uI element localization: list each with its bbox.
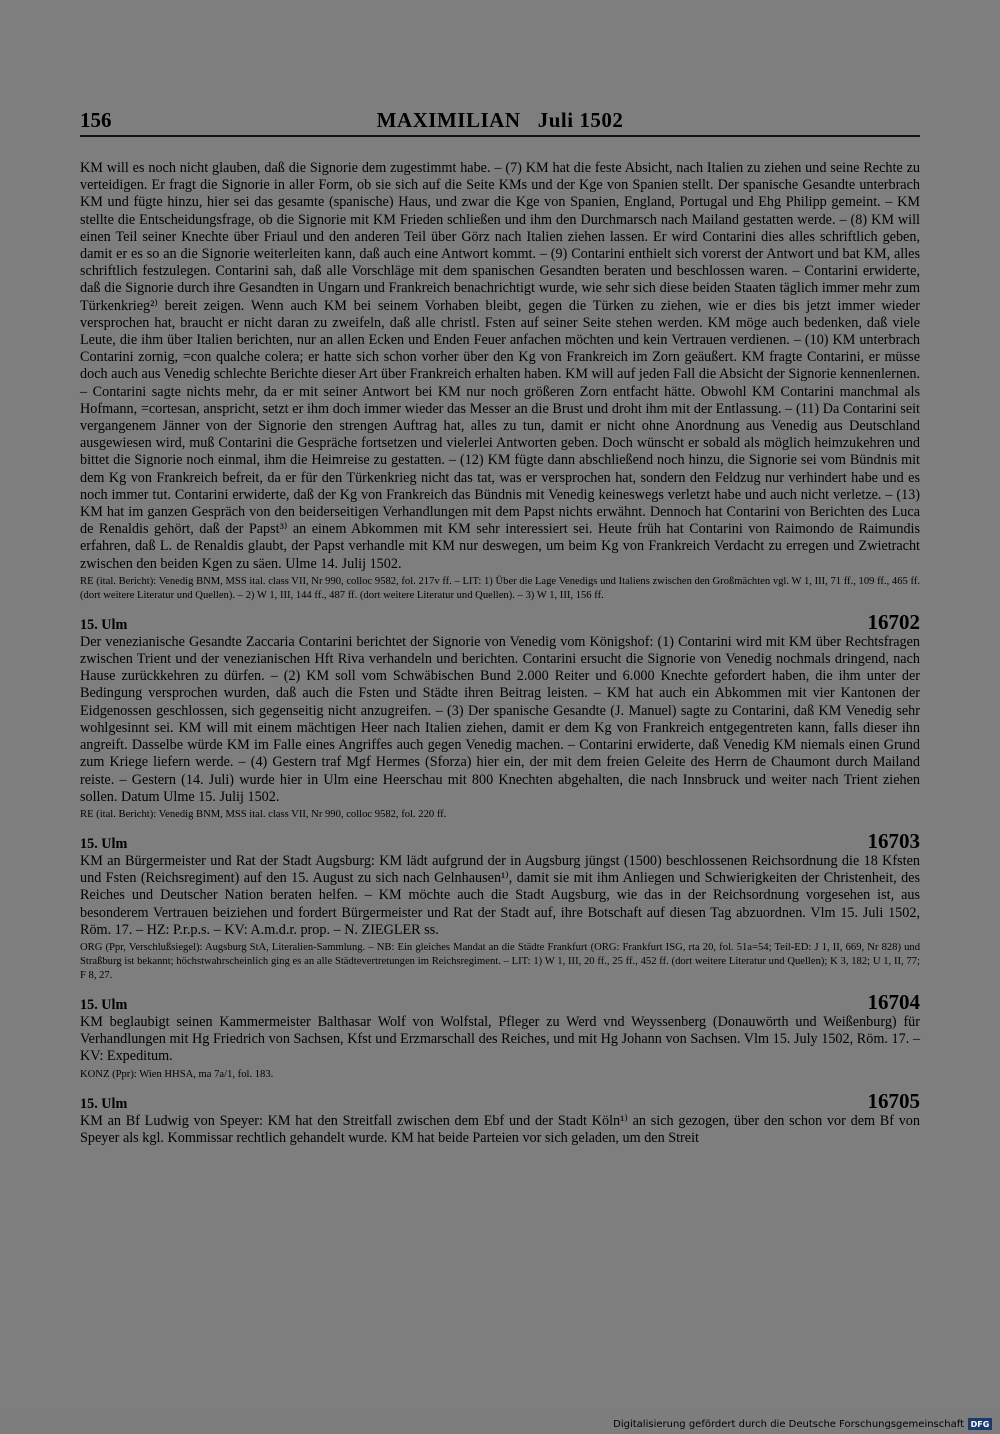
dfg-logo-icon[interactable]: DFG (968, 1418, 992, 1430)
entry-number: 16702 (867, 609, 920, 634)
entry-header (80, 828, 920, 853)
entry-header (80, 1088, 920, 1113)
continuation-text: KM will es noch nicht glauben, daß die Signorie dem zugestimmt habe. – (7) KM hat die feste Absicht, nach Italien zu ziehen und seine Rechte zu verteidigen. Er fragt die Signorie in aller Form, ob sie sich auf die Seite KMs und der Kge von Spanien stellt. Der spanische Gesandte unterbrach KM und fügte hinzu, hier sei das gesamte (spanische) Haus, und zwar die Kge von Spanien, England, Portugal und Ehg Philipp gemeint. – KM stellte die Entscheidungsfrage, ob die Signorie mit KM Frieden schließen und ihm den Durchmarsch nach Mailand gestatten werde. – (8) KM will einen Teil seiner Knechte über Friaul und den anderen Teil über Görz nach Italien ziehen lassen. Er wird Contarini dies alles schriftlich geben, damit er es so an die Signorie weiterleiten kann, daß auch eine Antwort kommt. – (9) Contarini enthielt sich vorerst der Antwort und bat KM, alles schriftlich festzulegen. Contarini sah, daß alle Vorschläge mit dem spanischen Gesandten beraten und beschlossen waren. – Contarini erwiderte, daß die Signorie durch ihre Gesandten in Ungarn und Frankreich benachrichtigt wurde, wie sehr sich diese beiden Staaten täglich immer mehr zum Türkenkrieg²⁾ bereit zeigen. Wenn auch KM bei seinem Vorhaben bleibt, gegen die Türken zu ziehen, wie er dies bis jetzt immer wieder versprochen hat, braucht er nicht daran zu zweifeln, daß alle christl. Fsten auf seiner Seite stehen werden. KM möge auch bedenken, daß viele Leute, die ihm über Italien berichten, nur an allen Ecken und Enden Feuer anfachen möchten und kein Vertrauen verdienen. – (10) KM unterbrach Contarini zornig, =con qualche colera; er hatte sich schon vorher über den Kg von Frankreich im Zorn geäußert. KM fragte Contarini, er müsse doch auch aus Venedig schlechte Berichte dieser Art über Frankreich erhalten haben. KM will auf jeden Fall die Absicht der Signorie kennenlernen. – Contarini sagte nichts mehr, da er mit seiner Antwort bei KM nur noch größeren Zorn entfacht hätte. Obwohl KM Contarini manchmal als Hofmann, =cortesan, anspricht, setzt er ihm doch immer wieder das Messer an die Brust und droht ihm mit der Entlassung. – (11) Da Contarini seit vergangenem Jänner von der Signorie den strengen Auftrag hat, alles zu tun, damit er nicht ohne Anordnung aus Venedig aus Deutschland ausgewiesen wird, muß Contarini die Gespräche fortsetzen und vielerlei Antworten geben. Doch wünscht er sobald als möglich heimzukehren und bittet die Signorie noch einmal, ihm die Heimreise zu gestatten. – (12) KM fügte dann abschließend noch hinzu, die Signorie sei vom Bündnis mit dem Kg von Frankreich befreit, da er für den Türkenkrieg nicht das tat, was er versprochen hat, sondern den Feldzug nur verhindert habe und es noch immer tut. Contarini erwiderte, daß der Kg von Frankreich das Bündnis mit Venedig keineswegs verletzt habe und auch nicht verletze. – (13) KM hat im ganzen Gespräch von den beiderseitigen Verhandlungen mit dem Papst nichts erwähnt. Dennoch hat Contarini von Berichten des Luca de Renaldis gehört, daß der Papst³⁾ an einem Abkommen mit KM sehr interessiert sei. Heute früh hat Contarini von Raimondo de Raimundis erfahren, daß L. de Renaldis glaubt, der Papst verhandle mit KM nur deswegen, um beim Kg von Frankreich Verdacht zu erregen und Zwietracht zwischen den beiden Kgen zu säen. Ulme 14. Julij 1502. (80, 160, 920, 572)
entry-source: ORG (Ppr, Verschlußsiegel): Augsburg StA, Literalien-Sammlung. – NB: Ein gleiches Mandat an die Städte Frankfurt (ORG: Frankfurt ISG, rta 20, fol. 51a=54; Teil-ED: J 1, II, 669, Nr 828) und Straßburg ist bekannt; höchstwahrscheinlich ging es an alle Städtevertretungen im Reichsregiment. – LIT: 1) W 1, III, 20 ff., 25 ff., 452 ff. (dort weitere Literatur und Quellen); K 3, 182; U 1, II, 77; F 8, 27. (80, 941, 920, 981)
entry-source: RE (ital. Bericht): Venedig BNM, MSS ital. class VII, Nr 990, colloc 9582, fol. 220 ff. (80, 808, 447, 820)
continuation-source: RE (ital. Bericht): Venedig BNM, MSS ital. class VII, Nr 990, colloc 9582, fol. 217v ff. – LIT: 1) Über die Lage Venedigs und Italiens zwischen den Großmächten vgl. W 1, III, 71 ff., 109 ff., 465 ff. (dort weitere Literatur und Quellen). – 2) W 1, III, 144 ff., 487 ff. (dort weitere Literatur und Quellen). – 3) W 1, III, 156 ff. (80, 575, 920, 601)
entry-text: Der venezianische Gesandte Zaccaria Contarini berichtet der Signorie von Venedig vom Königshof: (1) Contarini wird mit KM über Rechtsfragen zwischen Trient und der venezianischen Hft Riva verhandeln und berichten. Contarini ersucht die Signorie von Venedig nochmals dringend, nach Hause zurückkehren zu dürfen. – (2) KM soll vom Schwäbischen Bund 2.000 Reiter und 6.000 Knechte gefordert haben, die ihm unter der Bedingung versprochen wurden, daß auch die Fsten und Städte ihren Beitrag leisten. – KM hat auch ein Abkommen mit vier Kantonen der Eidgenossen geschlossen, sich gegenseitig nicht anzugreifen. – (3) Der spanische Gesandte (J. Manuel) sagte zu Contarini, daß KM Venedig sehr wohlgesinnt sei. KM will mit einem mächtigen Heer nach Italien ziehen, damit er dem Kg von Frankreich entgegentreten kann, falls dieser ihn angreift. Dasselbe würde KM im Falle eines Angriffes auch gegen Venedig machen. – Contarini erwiderte, daß Venedig KM niemals einen Grund zum Kriege liefern werde. – (4) Gestern traf Mgf Hermes (Sforza) hier ein, der mit dem freien Geleite des Herrn de Chaumont durch Mailand reiste. – Gestern (14. Juli) wurde hier in Ulm eine Heerschau mit 800 Knechten abgehalten, die nach Innsbruck und weiter nach Trient ziehen sollen. Datum Ulme 15. Julij 1502. (80, 633, 920, 805)
entry-date-place: 15. Ulm (80, 616, 128, 633)
entry-date-place: 15. Ulm (80, 996, 128, 1013)
digitization-footer (613, 1416, 992, 1432)
entry-text: KM an Bf Ludwig von Speyer: KM hat den Streitfall zwischen dem Ebf und der Stadt Köln¹⁾ an sich gezogen, über den schon vor dem Bf von Speyer als kgl. Kommissar rechtlich gehandelt wurde. KM hat beide Parteien vor sich geladen, um den Streit (80, 1112, 920, 1146)
document-body (80, 160, 920, 1147)
entry-16705 (80, 1088, 920, 1147)
entry-date-place: 15. Ulm (80, 835, 128, 852)
entry-header (80, 609, 920, 634)
entry-number: 16705 (867, 1088, 920, 1113)
entry-number: 16703 (867, 828, 920, 853)
running-title: MAXIMILIAN Juli 1502 (376, 108, 624, 132)
entry-text: KM beglaubigt seinen Kammermeister Balthasar Wolf von Wolfstal, Pfleger zu Werd vnd Weyssenberg (Donauwörth und Weißenburg) für Verhandlungen mit Hg Friedrich von Sachsen, Kfst und Erzmarschall des Reiches, und mit Hg Johann von Sachsen. Vlm 15. July 1502, Röm. 17. – KV: Expeditum. (80, 1013, 920, 1065)
header-rule (80, 135, 920, 137)
running-head (80, 108, 920, 138)
entry-date-place: 15. Ulm (80, 1095, 128, 1112)
entry-16703 (80, 828, 920, 983)
entry-16702 (80, 609, 920, 822)
page-number: 156 (80, 108, 112, 132)
entry-number: 16704 (867, 989, 920, 1014)
funding-notice: Digitalisierung gefördert durch die Deutsche Forschungsgemeinschaft (613, 1418, 964, 1430)
entry-text: KM an Bürgermeister und Rat der Stadt Augsburg: KM lädt aufgrund der in Augsburg jüngst (1500) beschlossenen Reichsordnung die 18 Kfsten und Fsten (Reichsregiment) auf den 15. August zu sich nach Gelnhausen¹⁾, damit sie mit ihm Anliegen und Schwierigkeiten der Christenheit, des Reiches und Deutscher Nation beraten helfen. – KM möchte auch die Stadt Augsburg, wie das in der Reichsordnung vorgesehen ist, aus besonderem Vertrauen beiziehen und fordert Bürgermeister und Rat der Stadt auf, ihre Botschaft auf diesen Tag abzuordnen. Vlm 15. Juli 1502, Röm. 17. – HZ: P.r.p.s. – KV: A.m.d.r. prop. – N. ZIEGLER ss. (80, 852, 920, 938)
entry-source: KONZ (Ppr): Wien HHSA, ma 7a/1, fol. 183. (80, 1068, 274, 1080)
entry-16704 (80, 989, 920, 1082)
entry-header (80, 989, 920, 1014)
